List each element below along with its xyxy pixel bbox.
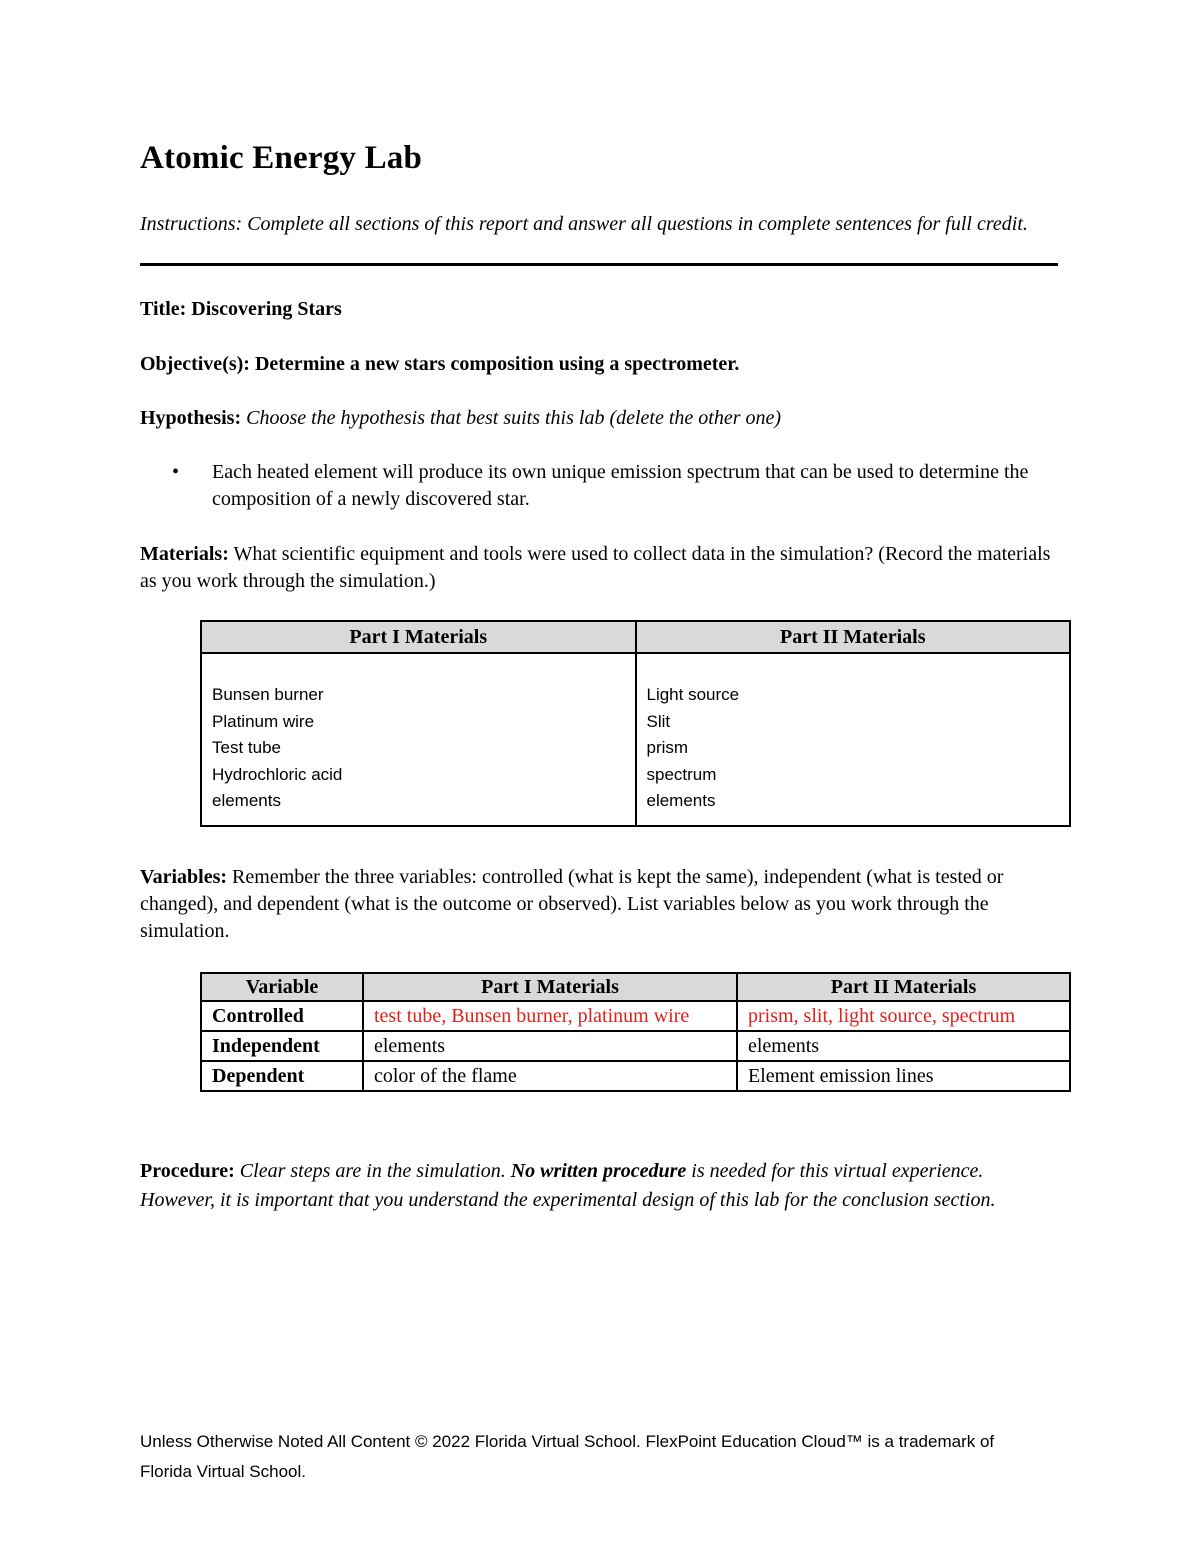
part2-value: prism, slit, light source, spectrum [737,1001,1070,1031]
materials-part1-cell [201,653,636,826]
procedure-text-bold: No written procedure [510,1160,687,1182]
table-row [201,1001,1070,1031]
materials-header-part2: Part II Materials [636,621,1071,653]
procedure-text-a: Clear steps are in the simulation. [239,1160,506,1182]
list-item: elements [212,791,281,810]
table-row [201,1031,1070,1061]
document-title: Atomic Energy Lab [140,140,423,176]
part1-value: color of the flame [363,1061,737,1091]
objective-label: Objective(s): [140,353,250,375]
materials-header-part1: Part I Materials [201,621,636,653]
title-line [140,296,1060,323]
list-item: Test tube [212,738,281,757]
list-item: Hydrochloric acid [212,764,343,784]
list-item: Platinum wire [212,711,315,731]
materials-table [200,620,1071,827]
variable-label: Dependent [201,1061,363,1091]
materials-header-row [201,621,1070,653]
title-label: Title: [140,298,187,320]
hypothesis-prompt: Choose the hypothesis that best suits this lab (delete the other one) [246,407,782,429]
variables-prompt: Remember the three variables: controlled (what is kept the same), independent (what is tested or changed), and dependent (what is the outcome or observed). List variables below as you work through the simulation. [140,866,1004,942]
variables-header-part1: Part I Materials [363,973,737,1001]
part2-value: Element emission lines [737,1061,1070,1091]
list-item: prism [646,738,689,757]
hypothesis-label: Hypothesis: [140,407,242,429]
materials-body-row [201,653,1070,826]
objective-value: Determine a new stars composition using a spectrometer. [254,353,740,375]
variables-header-variable: Variable [201,973,363,1001]
footer-copyright: Unless Otherwise Noted All Content © 2022 Florida Virtual School. FlexPoint Education Cloud™ is a trademark of Florida Virtual School. [140,1432,995,1481]
bullet-icon: • [172,461,180,483]
variables-line [140,864,1060,945]
variables-header-row [201,973,1070,1001]
procedure-label: Procedure: [140,1160,235,1182]
title-value: Discovering Stars [191,298,342,320]
hypothesis-text: Each heated element will produce its own unique emission spectrum that can be used to determine the composition of a newly discovered star. [212,461,1029,510]
variable-label: Independent [201,1031,363,1061]
materials-prompt: What scientific equipment and tools were used to collect data in the simulation? (Record the materials as you work through the simulation.) [140,543,1051,592]
procedure-text-b: is needed for this virtual experience. However, it is important that you understand the experimental design of this lab for the conclusion section. [140,1160,996,1211]
divider-rule [140,263,1058,266]
list-item: Light source [646,685,740,704]
materials-part2-cell [636,653,1071,826]
materials-label: Materials: [140,543,229,565]
variables-table [200,972,1071,1092]
objective-line [140,351,1060,378]
list-item: spectrum [646,764,717,784]
part2-value: elements [737,1031,1070,1061]
procedure-line [140,1157,1060,1215]
variables-header-part2: Part II Materials [737,973,1070,1001]
table-row [201,1061,1070,1091]
variable-label: Controlled [201,1001,363,1031]
part1-value: elements [363,1031,737,1061]
hypothesis-line [140,405,1060,432]
materials-line [140,541,1060,595]
list-item: elements [646,791,716,810]
variables-label: Variables: [140,866,228,888]
instructions-text: Instructions: Complete all sections of this report and answer all questions in complete sentences for full credit. [140,213,1028,235]
part1-value: test tube, Bunsen burner, platinum wire [363,1001,737,1031]
list-item: Slit [646,711,671,731]
list-item: Bunsen burner [212,685,324,704]
